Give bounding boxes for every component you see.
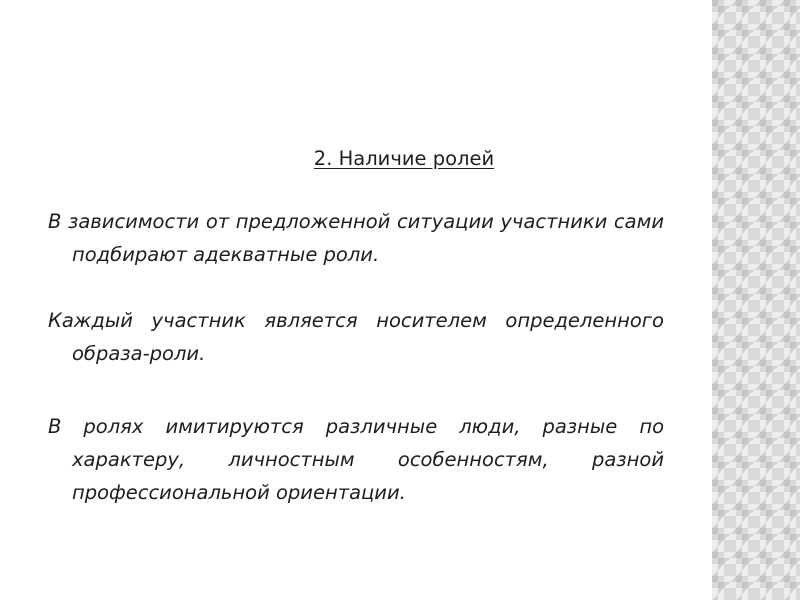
paragraph-role-imitation: В ролях имитируются различные люди, разные по характеру, личностным особенностям, разной профессиональной ориентации. bbox=[48, 415, 664, 504]
slide-heading: 2. Наличие ролей bbox=[313, 147, 495, 170]
paragraph-role-bearer: Каждый участник является носителем определенного образа-роли. bbox=[48, 309, 664, 365]
slide-content bbox=[48, 142, 664, 509]
paragraph-role-selection: В зависимости от предложенной ситуации участники сами подбирают адекватные роли. bbox=[48, 210, 664, 266]
decorative-side-strip bbox=[712, 0, 800, 600]
